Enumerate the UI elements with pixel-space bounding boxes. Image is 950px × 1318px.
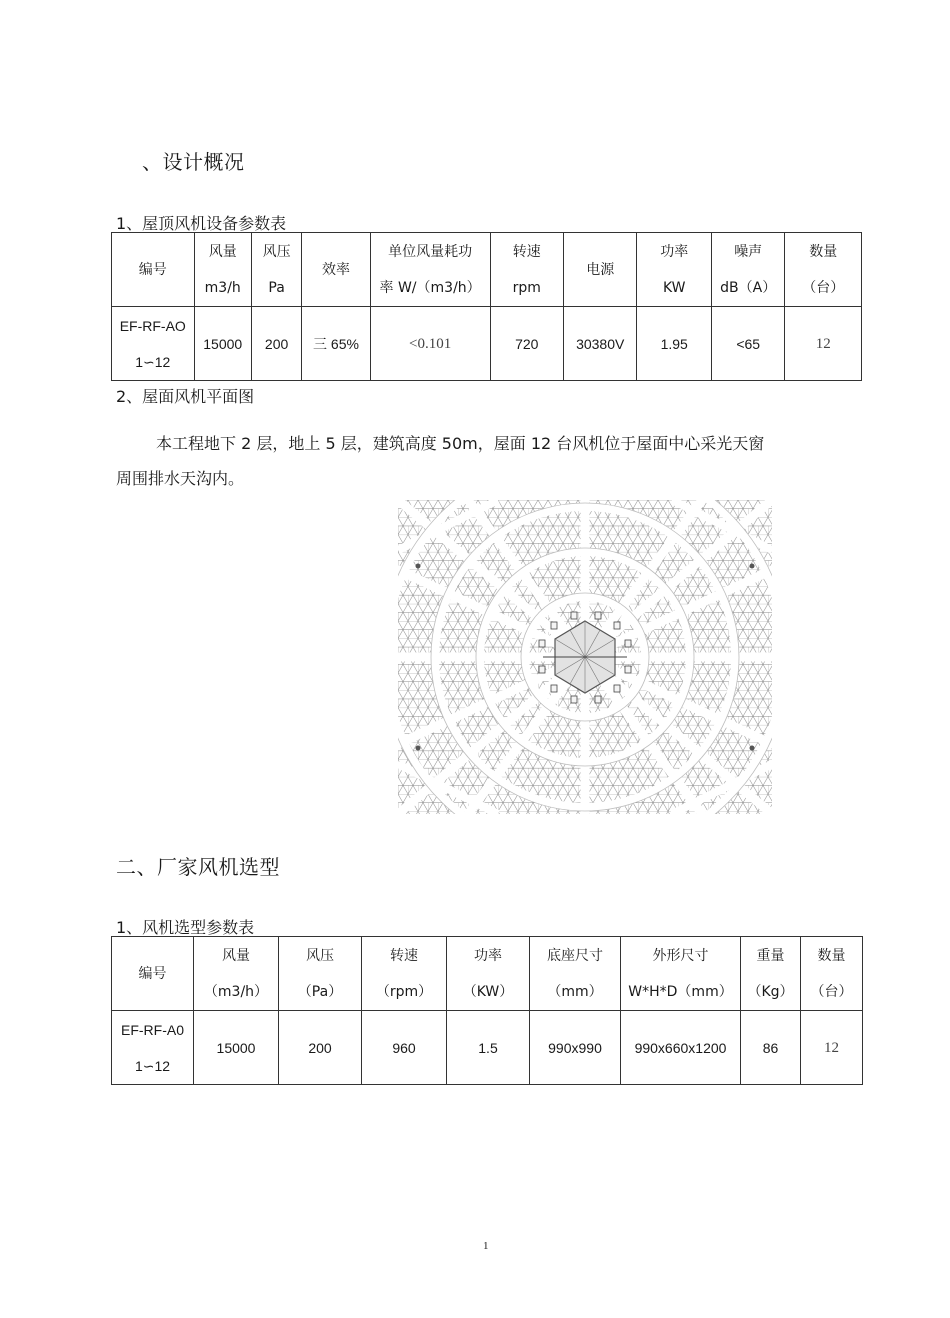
data-cell-line: 960 [392,1039,416,1056]
data-cell [490,307,563,381]
header-cell-line: rpm [512,279,541,296]
header-cell-line: 单位风量耗功 [388,243,473,260]
data-cell-line: 200 [264,335,289,352]
header-cell [194,937,279,1011]
header-cell-line: 功率 [660,243,689,260]
header-cell-line: 风量 [222,947,250,964]
data-cell [621,1011,741,1085]
data-cell-line: 1.5 [478,1039,498,1056]
header-cell [490,233,563,307]
paragraph-line-1: 本工程地下 2 层，地上 5 层，建筑高度 50m，屋面 12 台风机位于屋面中心采光天窗 [156,434,765,453]
header-cell [194,233,251,307]
header-cell-line: 数量 [809,243,838,260]
header-cell [711,233,784,307]
header-cell-line: （Kg） [747,983,794,1000]
data-cell [741,1011,801,1085]
header-cell-line: 噪声 [734,243,763,260]
fan-params-table [111,232,862,381]
data-cell-line: <0.101 [408,335,452,352]
header-cell [370,233,490,307]
header-cell-line: Pa [268,279,285,296]
data-cell-line: 990x990 [548,1039,602,1056]
data-cell [251,307,301,381]
data-cell [563,307,636,381]
data-cell-line: 12 [824,1039,839,1056]
header-cell-line: 风压 [306,947,334,964]
header-cell [302,233,370,307]
data-cell [530,1011,621,1085]
header-cell [279,937,362,1011]
header-cell-line: （台） [810,983,853,1000]
header-cell-line: 风压 [262,243,291,260]
paragraph-line-2: 周围排水天沟内。 [116,469,245,488]
data-cell [279,1011,362,1085]
data-cell-line: <65 [736,335,761,352]
data-cell-line: EF-RF-AO [119,317,186,334]
header-cell-line: （台） [802,279,845,296]
header-cell [801,937,863,1011]
header-cell-line: （KW） [462,983,514,1000]
header-cell-line: 功率 [474,947,502,964]
data-cell [785,307,862,381]
header-cell [621,937,741,1011]
header-cell [362,937,447,1011]
header-cell-line: 转速 [512,243,541,260]
header-cell-line: 外形尺寸 [652,947,709,964]
data-cell [637,307,711,381]
header-cell-line: 效率 [321,261,350,278]
data-cell-line: 86 [762,1039,779,1056]
header-cell-line: dB（A） [720,279,777,296]
data-cell [194,1011,279,1085]
data-cell-line: 1∽12 [134,1057,171,1074]
header-cell-line: KW [662,279,686,296]
data-cell [194,307,251,381]
table-1-caption: 1、屋顶风机设备参数表 [116,214,287,233]
selection-params-table [111,936,863,1085]
page-number: 1 [483,1240,489,1252]
header-cell [112,233,195,307]
section-2-title: 二、厂家风机选型 [116,855,280,879]
header-cell [637,233,711,307]
data-cell [302,307,370,381]
data-cell [711,307,784,381]
header-cell-line: （m3/h） [203,983,269,1000]
header-cell [447,937,530,1011]
header-cell-line: m3/h [204,279,241,296]
header-cell-line: 风量 [208,243,237,260]
data-cell-line: 15000 [216,1039,256,1056]
header-cell [785,233,862,307]
header-cell-line: （mm） [547,983,603,1000]
data-cell [112,307,195,381]
plan-caption: 2、屋面风机平面图 [116,387,255,406]
data-cell-line: EF-RF-A0 [121,1021,184,1038]
table-2-caption: 1、风机选型参数表 [116,918,255,937]
header-cell [112,937,194,1011]
data-cell-line: 990x660x1200 [634,1039,727,1056]
header-cell-line: 电源 [586,261,615,278]
header-cell-line: （Pa） [297,983,343,1000]
data-cell [112,1011,194,1085]
data-cell-line: 200 [308,1039,332,1056]
header-cell [251,233,301,307]
header-cell-line: 底座尺寸 [547,947,603,964]
header-cell-line: 数量 [817,947,846,964]
data-cell-line: 1.95 [660,335,688,352]
data-cell [362,1011,447,1085]
data-cell [370,307,490,381]
header-cell-line: 率 W/（m3/h） [379,279,481,296]
data-cell [801,1011,863,1085]
header-cell-line: （rpm） [375,983,433,1000]
data-cell-line: 三 65% [313,335,359,352]
header-cell [530,937,621,1011]
data-cell-line: 12 [815,335,831,352]
header-cell [563,233,636,307]
header-cell-line: 转速 [390,947,418,964]
data-cell-line: 15000 [203,335,243,352]
header-cell [741,937,801,1011]
data-cell-line: 30380V [576,335,625,352]
header-cell-line: 编号 [138,965,167,982]
header-cell-line: 编号 [138,261,167,278]
header-cell-line: W*H*D（mm） [628,983,733,1000]
section-1-title: 、设计概况 [142,150,245,174]
data-cell [447,1011,530,1085]
header-cell-line: 重量 [756,947,785,964]
data-cell-line: 720 [515,335,539,352]
roof-plan-image [398,500,772,814]
data-cell-line: 1∽12 [135,353,171,370]
